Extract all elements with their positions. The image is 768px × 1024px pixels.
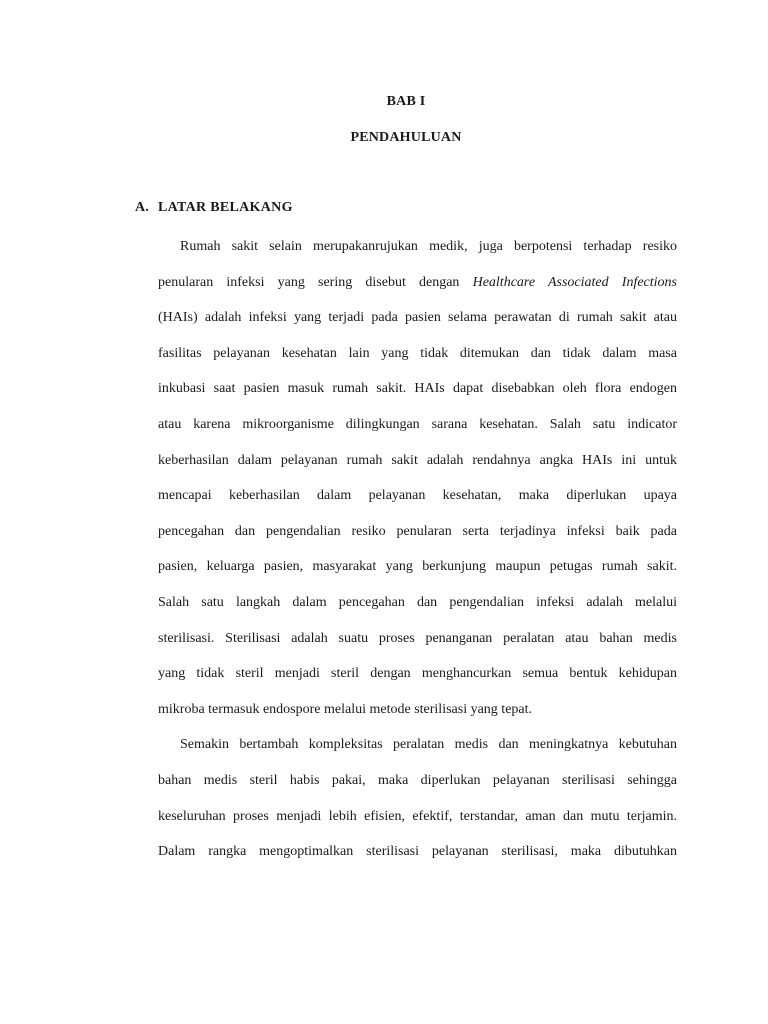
paragraph-line: yang tidak steril menjadi steril dengan menghancurkan semua bentuk kehidupan — [158, 666, 677, 682]
paragraph-line: fasilitas pelayanan kesehatan lain yang tidak ditemukan dan tidak dalam masa — [158, 345, 677, 361]
paragraph-2 — [158, 727, 677, 869]
paragraph-line: Semakin bertambah kompleksitas peralatan medis dan meningkatnya kebutuhan — [180, 737, 677, 753]
paragraph-line-text: penularan infeksi yang sering disebut dengan — [158, 274, 473, 290]
paragraph-1 — [158, 229, 677, 727]
body-text — [158, 229, 677, 870]
paragraph-line: bahan medis steril habis pakai, maka diperlukan pelayanan sterilisasi sehingga — [158, 772, 677, 788]
paragraph-line: sterilisasi. Sterilisasi adalah suatu proses penanganan peralatan atau bahan medis — [158, 630, 677, 646]
paragraph-line: Dalam rangka mengoptimalkan sterilisasi pelayanan sterilisasi, maka dibutuhkan — [158, 844, 677, 860]
paragraph-line: Rumah sakit selain merupakanrujukan medik, juga berpotensi terhadap resiko — [180, 239, 677, 254]
section-title: LATAR BELAKANG — [158, 200, 293, 215]
paragraph-line: pencegahan dan pengendalian resiko penularan serta terjadinya infeksi baik pada — [158, 523, 677, 539]
paragraph-line: mikroba termasuk endospore melalui metode sterilisasi yang tepat. — [158, 701, 533, 717]
chapter-number: BAB I — [386, 94, 426, 109]
paragraph-line: Salah satu langkah dalam pencegahan dan pengendalian infeksi adalah melalui — [158, 594, 677, 610]
paragraph-line: atau karena mikroorganisme dilingkungan sarana kesehatan. Salah satu indicator — [158, 416, 677, 432]
emphasized-term: Healthcare Associated Infections — [472, 274, 677, 290]
paragraph-line: inkubasi saat pasien masuk rumah sakit. HAIs dapat disebabkan oleh flora endogen — [158, 381, 677, 397]
paragraph-line: (HAIs) adalah infeksi yang terjadi pada pasien selama perawatan di rumah sakit atau — [158, 310, 677, 326]
paragraph-line: pasien, keluarga pasien, masyarakat yang berkunjung maupun petugas rumah sakit. — [158, 559, 677, 575]
paragraph-line: keberhasilan dalam pelayanan rumah sakit adalah rendahnya angka HAIs ini untuk — [158, 452, 677, 468]
chapter-title: PENDAHULUAN — [350, 130, 462, 145]
section-heading — [135, 200, 293, 216]
paragraph-line: mencapai keberhasilan dalam pelayanan kesehatan, maka diperlukan upaya — [158, 488, 677, 504]
paragraph-line — [158, 265, 677, 301]
section-letter: A. — [135, 200, 150, 215]
paragraph-line: keseluruhan proses menjadi lebih efisien, efektif, terstandar, aman dan mutu terjamin. — [158, 808, 677, 824]
